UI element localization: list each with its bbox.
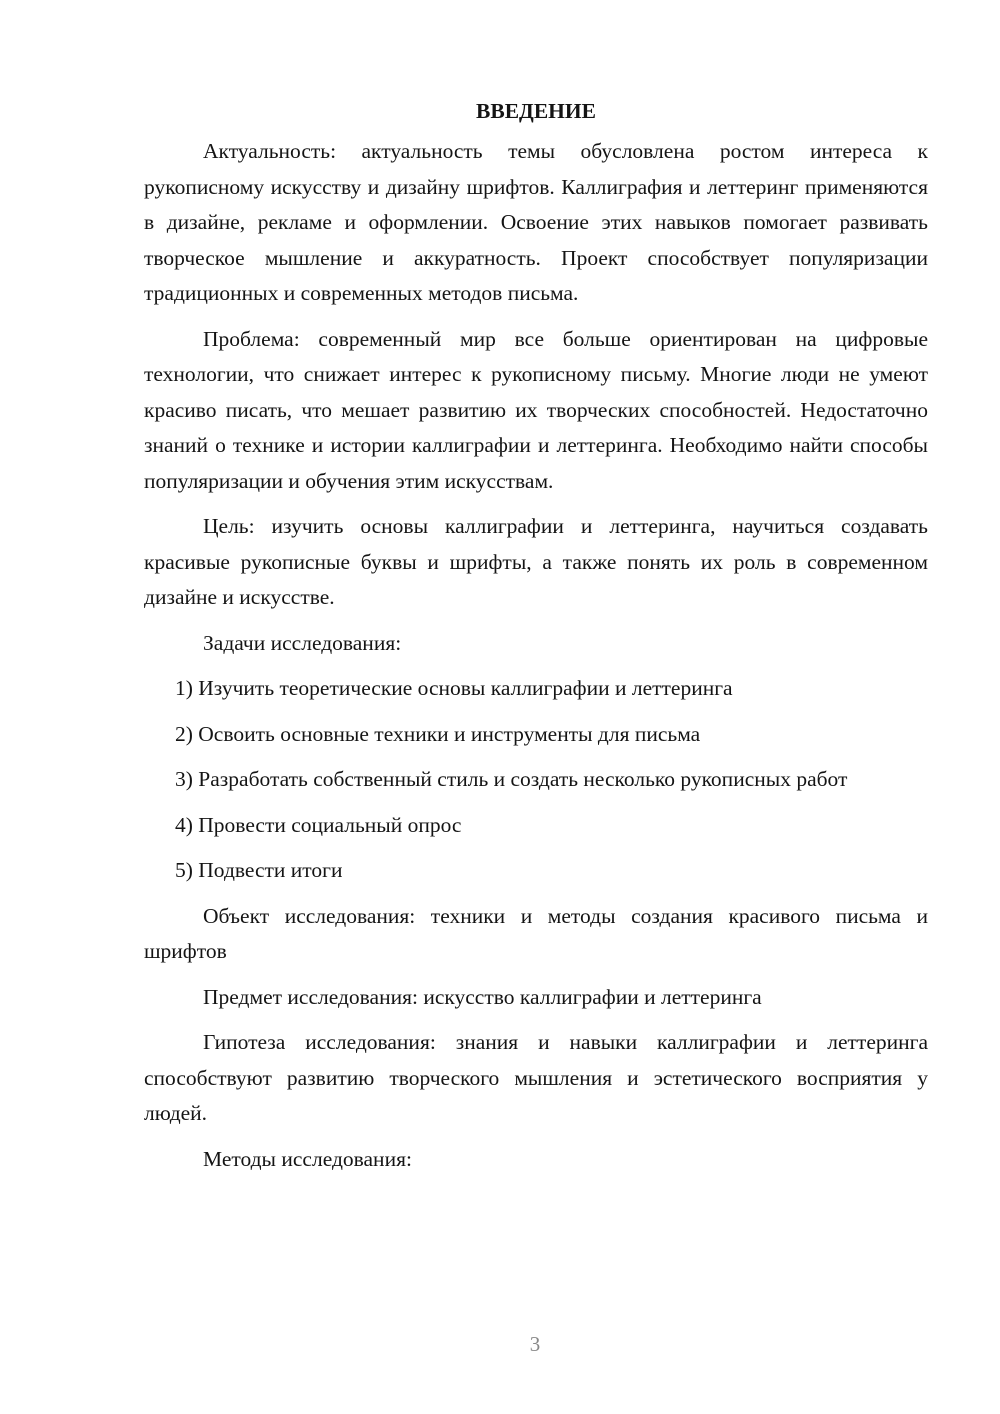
task-item-4: 4) Провести социальный опрос	[175, 812, 462, 837]
paragraph-hypothesis: Гипотеза исследования: знания и навыки каллиграфии и леттеринга способствуют развитию творческого мышления и эстетического восприятия у людей.	[144, 1030, 928, 1125]
task-item-3: 3) Разработать собственный стиль и создать несколько рукописных работ	[175, 767, 848, 791]
task-item-2: 2) Освоить основные техники и инструменты для письма	[175, 721, 701, 746]
paragraph-object: Объект исследования: техники и методы создания красивого письма и шрифтов	[144, 903, 928, 963]
paragraph-relevance: Актуальность: актуальность темы обусловлена ростом интереса к рукописному искусству и дизайну шрифтов. Каллиграфия и леттеринг применяются в дизайне, рекламе и оформлении. Освоение этих навыков помогает развивать творческое мышление и аккуратность. Проект способствует популяризации традиционных и современных методов письма.	[144, 139, 928, 305]
paragraph-subject: Предмет исследования: искусство каллиграфии и леттеринга	[203, 984, 762, 1009]
task-item-5: 5) Подвести итоги	[175, 858, 343, 882]
document-page	[144, 96, 928, 1187]
section-heading: ВВЕДЕНИЕ	[476, 99, 596, 123]
page-number: 3	[529, 1332, 541, 1356]
paragraph-methods-title: Методы исследования:	[203, 1146, 412, 1171]
paragraph-problem: Проблема: современный мир все больше ориентирован на цифровые технологии, что снижает интерес к рукописному письму. Многие люди не умеют красиво писать, что мешает развитию их творческих способностей. Недостаточно знаний о технике и истории каллиграфии и леттеринга. Необходимо найти способы популяризации и обучения этим искусствам.	[144, 326, 928, 493]
paragraph-tasks-title: Задачи исследования:	[203, 630, 402, 655]
paragraph-goal: Цель: изучить основы каллиграфии и леттеринга, научиться создавать красивые рукописные буквы и шрифты, а также понять их роль в современном дизайне и искусстве.	[144, 514, 928, 609]
task-item-1: 1) Изучить теоретические основы каллиграфии и леттеринга	[175, 676, 733, 700]
